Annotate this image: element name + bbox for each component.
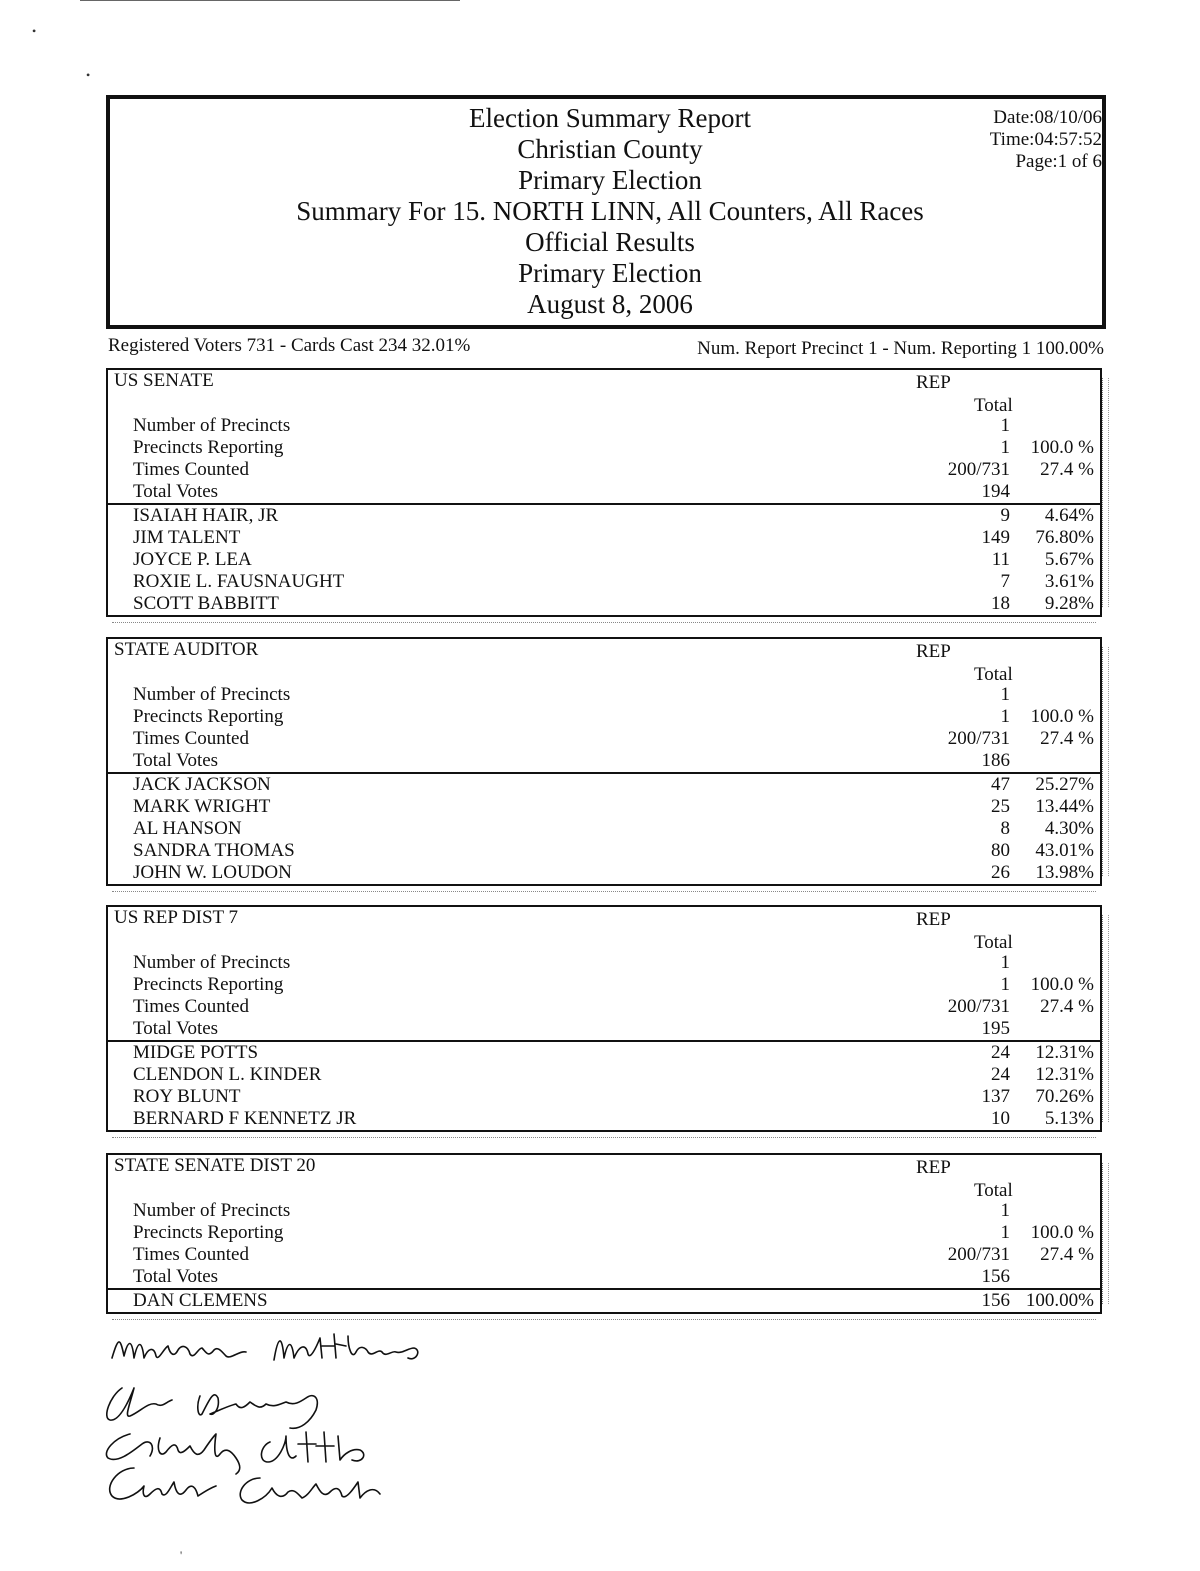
stat-percent: 100.0 %	[1030, 437, 1094, 458]
candidate-name: MARK WRIGHT	[133, 796, 271, 817]
candidate-percent: 76.80%	[1035, 527, 1094, 548]
stat-label: Times Counted	[133, 728, 249, 749]
total-column-header: Total	[974, 395, 1013, 416]
stat-percent: 27.4 %	[1040, 1244, 1094, 1265]
candidate-row	[108, 772, 1100, 796]
race-rows	[108, 952, 1100, 1130]
candidate-percent: 13.98%	[1035, 862, 1094, 883]
candidate-percent: 12.31%	[1035, 1042, 1094, 1063]
candidate-percent: 4.30%	[1044, 818, 1094, 839]
race-rows	[108, 1200, 1100, 1312]
stat-label: Total Votes	[133, 1018, 219, 1039]
stat-row	[108, 1222, 1100, 1244]
stat-value: 1	[1000, 684, 1010, 705]
report-header	[106, 95, 1106, 329]
candidate-row	[108, 862, 1100, 884]
stat-value: 1	[1000, 1222, 1010, 1243]
candidate-row	[108, 571, 1100, 593]
candidate-percent: 9.28%	[1044, 593, 1094, 614]
results-status: Official Results	[525, 227, 695, 257]
election-date: August 8, 2006	[527, 289, 693, 319]
stat-row	[108, 1266, 1100, 1288]
candidate-row	[108, 1040, 1100, 1064]
candidate-name: SCOTT BABBITT	[133, 593, 279, 614]
stat-value: 200/731	[947, 996, 1010, 1017]
race-table	[106, 637, 1102, 886]
county-name: Christian County	[517, 134, 703, 164]
report-time: Time:04:57:52	[989, 129, 1102, 150]
total-column-header: Total	[974, 932, 1013, 953]
candidate-name: JOHN W. LOUDON	[133, 862, 292, 883]
stat-row	[108, 974, 1100, 996]
candidate-percent: 100.00%	[1025, 1290, 1094, 1311]
signature-3	[106, 1432, 363, 1474]
candidate-row	[108, 593, 1100, 615]
party-label: REP	[916, 372, 951, 393]
stat-row	[108, 1018, 1100, 1040]
stat-row	[108, 437, 1100, 459]
stat-value: 156	[981, 1266, 1010, 1287]
scan-artifact-bottom	[112, 887, 1096, 892]
candidate-votes: 149	[981, 527, 1010, 548]
race-table	[106, 1153, 1102, 1314]
stat-label: Number of Precincts	[133, 684, 291, 705]
race-table	[106, 905, 1102, 1132]
candidate-percent: 70.26%	[1035, 1086, 1094, 1107]
stat-label: Total Votes	[133, 481, 219, 502]
party-label: REP	[916, 909, 951, 930]
report-page: Page:1 of 6	[1015, 151, 1102, 172]
candidate-votes: 24	[991, 1064, 1010, 1085]
scan-artifact-edge	[1102, 1163, 1109, 1304]
stat-row	[108, 952, 1100, 974]
candidate-name: JACK JACKSON	[133, 774, 271, 795]
stat-label: Total Votes	[133, 1266, 219, 1287]
stat-percent: 27.4 %	[1040, 728, 1094, 749]
stat-value: 1	[1000, 1200, 1010, 1221]
scan-speck: •	[32, 24, 37, 38]
candidate-name: SANDRA THOMAS	[133, 840, 295, 861]
candidate-row	[108, 796, 1100, 818]
stat-row	[108, 684, 1100, 706]
stat-value: 200/731	[947, 459, 1010, 480]
candidate-percent: 5.67%	[1044, 549, 1094, 570]
scan-artifact-bottom	[112, 1133, 1096, 1138]
candidate-name: JOYCE P. LEA	[133, 549, 252, 570]
party-label: REP	[916, 1157, 951, 1178]
stat-value: 186	[981, 750, 1010, 771]
stat-percent: 100.0 %	[1030, 1222, 1094, 1243]
stat-row	[108, 1244, 1100, 1266]
report-date: Date:08/10/06	[993, 107, 1102, 128]
scan-artifact-bottom	[112, 618, 1096, 623]
stat-value: 1	[1000, 974, 1010, 995]
candidate-votes: 8	[1000, 818, 1010, 839]
candidate-name: JIM TALENT	[133, 527, 241, 548]
stat-row	[108, 481, 1100, 503]
candidate-percent: 5.13%	[1044, 1108, 1094, 1129]
election-name: Primary Election	[518, 165, 702, 195]
stat-row	[108, 728, 1100, 750]
candidate-votes: 11	[991, 549, 1010, 570]
candidate-votes: 25	[991, 796, 1010, 817]
total-column-header: Total	[974, 1180, 1013, 1201]
election-type: Primary Election	[518, 258, 702, 288]
signature-2	[107, 1388, 317, 1428]
candidate-row	[108, 840, 1100, 862]
stat-label: Precincts Reporting	[133, 437, 284, 458]
candidate-votes: 80	[991, 840, 1010, 861]
stat-percent: 27.4 %	[1040, 996, 1094, 1017]
candidate-name: BERNARD F KENNETZ JR	[133, 1108, 357, 1129]
stat-value: 194	[981, 481, 1010, 502]
stat-value: 1	[1000, 706, 1010, 727]
stat-row	[108, 459, 1100, 481]
candidate-row	[108, 818, 1100, 840]
candidate-row	[108, 527, 1100, 549]
party-label: REP	[916, 641, 951, 662]
stat-row	[108, 415, 1100, 437]
stat-row	[108, 1200, 1100, 1222]
race-rows	[108, 415, 1100, 615]
stat-value: 1	[1000, 415, 1010, 436]
candidate-name: CLENDON L. KINDER	[133, 1064, 322, 1085]
candidate-votes: 137	[981, 1086, 1010, 1107]
stat-row	[108, 706, 1100, 728]
race-title: STATE AUDITOR	[114, 639, 259, 660]
candidate-name: ROXIE L. FAUSNAUGHT	[133, 571, 345, 592]
total-column-header: Total	[974, 664, 1013, 685]
candidate-name: AL HANSON	[133, 818, 242, 839]
signature-1	[112, 1334, 418, 1360]
candidate-name: DAN CLEMENS	[133, 1290, 268, 1311]
candidate-percent: 43.01%	[1035, 840, 1094, 861]
stat-value: 200/731	[947, 728, 1010, 749]
candidate-votes: 24	[991, 1042, 1010, 1063]
report-meta	[990, 107, 1102, 173]
candidate-votes: 47	[991, 774, 1010, 795]
candidate-name: MIDGE POTTS	[133, 1042, 259, 1063]
signatures	[90, 1318, 510, 1528]
registered-voters-summary: Registered Voters 731 - Cards Cast 234 32.01%	[108, 335, 471, 356]
candidate-votes: 10	[991, 1108, 1010, 1129]
stat-value: 1	[1000, 952, 1010, 973]
summary-scope: Summary For 15. NORTH LINN, All Counters, All Races	[296, 196, 924, 226]
stat-label: Precincts Reporting	[133, 706, 284, 727]
candidate-percent: 13.44%	[1035, 796, 1094, 817]
stat-label: Precincts Reporting	[133, 1222, 284, 1243]
scan-artifact-rule	[80, 0, 460, 4]
candidate-votes: 7	[1000, 571, 1010, 592]
stat-label: Total Votes	[133, 750, 219, 771]
scan-speck: •	[86, 68, 91, 82]
candidate-percent: 12.31%	[1035, 1064, 1094, 1085]
candidate-row	[108, 1086, 1100, 1108]
race-title: US SENATE	[114, 370, 214, 391]
candidate-row	[108, 503, 1100, 527]
candidate-votes: 18	[991, 593, 1010, 614]
candidate-row	[108, 1064, 1100, 1086]
stat-label: Times Counted	[133, 459, 249, 480]
stat-value: 195	[981, 1018, 1010, 1039]
stat-value: 200/731	[947, 1244, 1010, 1265]
precinct-reporting-summary: Num. Report Precinct 1 - Num. Reporting 1 100.00%	[697, 338, 1104, 359]
candidate-row	[108, 549, 1100, 571]
candidate-percent: 25.27%	[1035, 774, 1094, 795]
stat-label: Number of Precincts	[133, 415, 291, 436]
candidate-percent: 4.64%	[1044, 505, 1094, 526]
stat-percent: 27.4 %	[1040, 459, 1094, 480]
candidate-name: ROY BLUNT	[133, 1086, 241, 1107]
stat-percent: 100.0 %	[1030, 706, 1094, 727]
candidate-votes: 26	[991, 862, 1010, 883]
candidate-votes: 9	[1000, 505, 1010, 526]
scan-artifact-edge	[1102, 647, 1109, 876]
stat-row	[108, 996, 1100, 1018]
stat-label: Times Counted	[133, 1244, 249, 1265]
scan-artifact-edge	[1102, 915, 1109, 1122]
race-rows	[108, 684, 1100, 884]
candidate-percent: 3.61%	[1044, 571, 1094, 592]
stat-label: Number of Precincts	[133, 1200, 291, 1221]
candidate-row	[108, 1108, 1100, 1130]
signature-4	[110, 1468, 380, 1503]
scan-speck: '	[180, 1548, 183, 1562]
stat-label: Number of Precincts	[133, 952, 291, 973]
stat-label: Precincts Reporting	[133, 974, 284, 995]
candidate-votes: 156	[981, 1290, 1010, 1311]
stat-row	[108, 750, 1100, 772]
candidate-name: ISAIAH HAIR, JR	[133, 505, 279, 526]
candidate-row	[108, 1288, 1100, 1312]
scan-artifact-edge	[1102, 378, 1109, 607]
report-title-block	[110, 103, 1110, 320]
race-title: STATE SENATE DIST 20	[114, 1155, 316, 1176]
stat-label: Times Counted	[133, 996, 249, 1017]
race-title: US REP DIST 7	[114, 907, 239, 928]
race-table	[106, 368, 1102, 617]
stat-percent: 100.0 %	[1030, 974, 1094, 995]
stat-value: 1	[1000, 437, 1010, 458]
report-title: Election Summary Report	[469, 103, 751, 133]
